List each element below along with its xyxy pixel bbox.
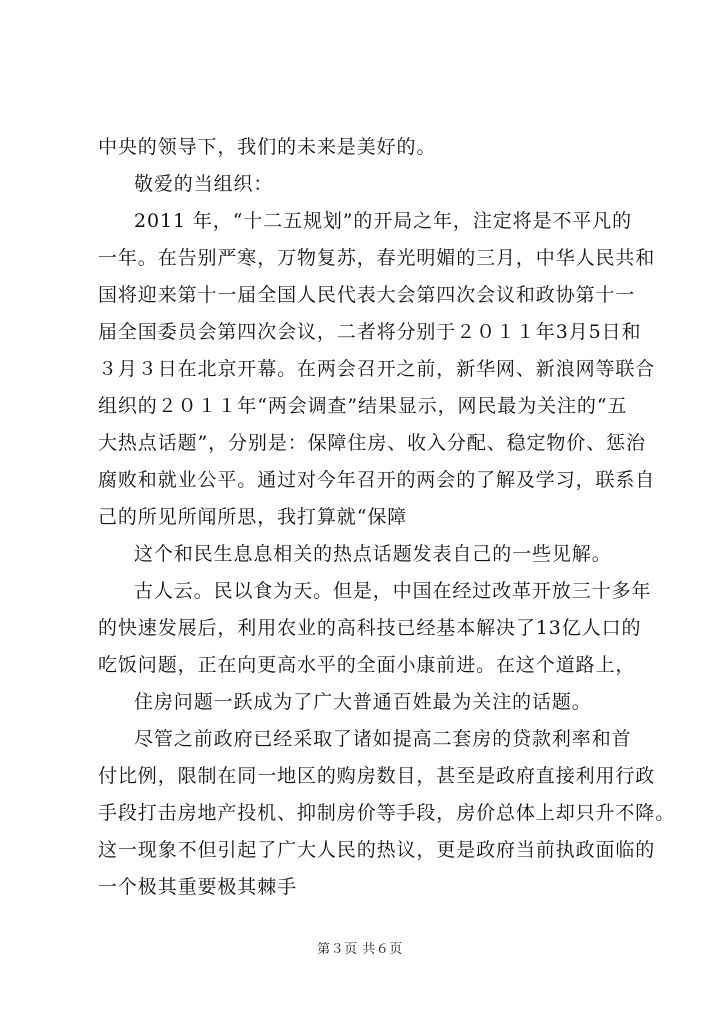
text-line: 手段打击房地产投机、抑制房价等手段，房价总体上却只升不降。: [98, 802, 676, 824]
text-line: 尽管之前政府已经采取了诸如提高二套房的贷款利率和首: [134, 728, 632, 750]
text-line: 届全国委员会第四次会议，二者将分别于２０１１年3月5日和: [98, 321, 642, 343]
page-number-footer: 第３页 共６页: [317, 942, 403, 957]
text-line: 2011 年，“十二五规划”的开局之年，注定将是不平凡的: [134, 210, 633, 232]
text-line: 古人云。民以食为天。但是，中国在经过改革开放三十多年: [134, 580, 652, 602]
text-line: 大热点话题”，分别是：保障住房、收入分配、稳定物价、惩治: [98, 432, 646, 454]
text-line: 的快速发展后，利用农业的高科技已经基本解决了13亿人口的: [98, 617, 642, 639]
text-line: 吃饭问题，正在向更高水平的全面小康前进。在这个道路上，: [98, 654, 636, 676]
text-line: 一个极其重要极其棘手: [98, 876, 298, 898]
text-line: 敬爱的当组织：: [134, 173, 274, 195]
document-body: [98, 129, 676, 906]
text-line: ３月３日在北京开幕。在两会召开之前，新华网、新浪网等联合: [98, 358, 656, 380]
text-line: 住房问题一跃成为了广大普通百姓最为关注的话题。: [134, 691, 592, 713]
text-line: 付比例，限制在同一地区的购房数目，甚至是政府直接利用行政: [98, 765, 656, 787]
text-line: 国将迎来第十一届全国人民代表大会第四次会议和政协第十一: [98, 284, 636, 306]
text-line: 这个和民生息息相关的热点话题发表自己的一些见解。: [134, 543, 612, 565]
text-line: 组织的２０１１年“两会调查”结果显示，网民最为关注的“五: [98, 395, 628, 417]
text-line: 这一现象不但引起了广大人民的热议，更是政府当前执政面临的: [98, 839, 656, 861]
text-line: 腐败和就业公平。通过对今年召开的两会的了解及学习，联系自: [98, 469, 656, 491]
text-line: 中央的领导下，我们的未来是美好的。: [98, 136, 437, 158]
text-line: 己的所见所闻所思，我打算就“保障: [98, 506, 408, 528]
text-line: 一年。在告别严寒，万物复苏，春光明媚的三月，中华人民共和: [98, 247, 656, 269]
